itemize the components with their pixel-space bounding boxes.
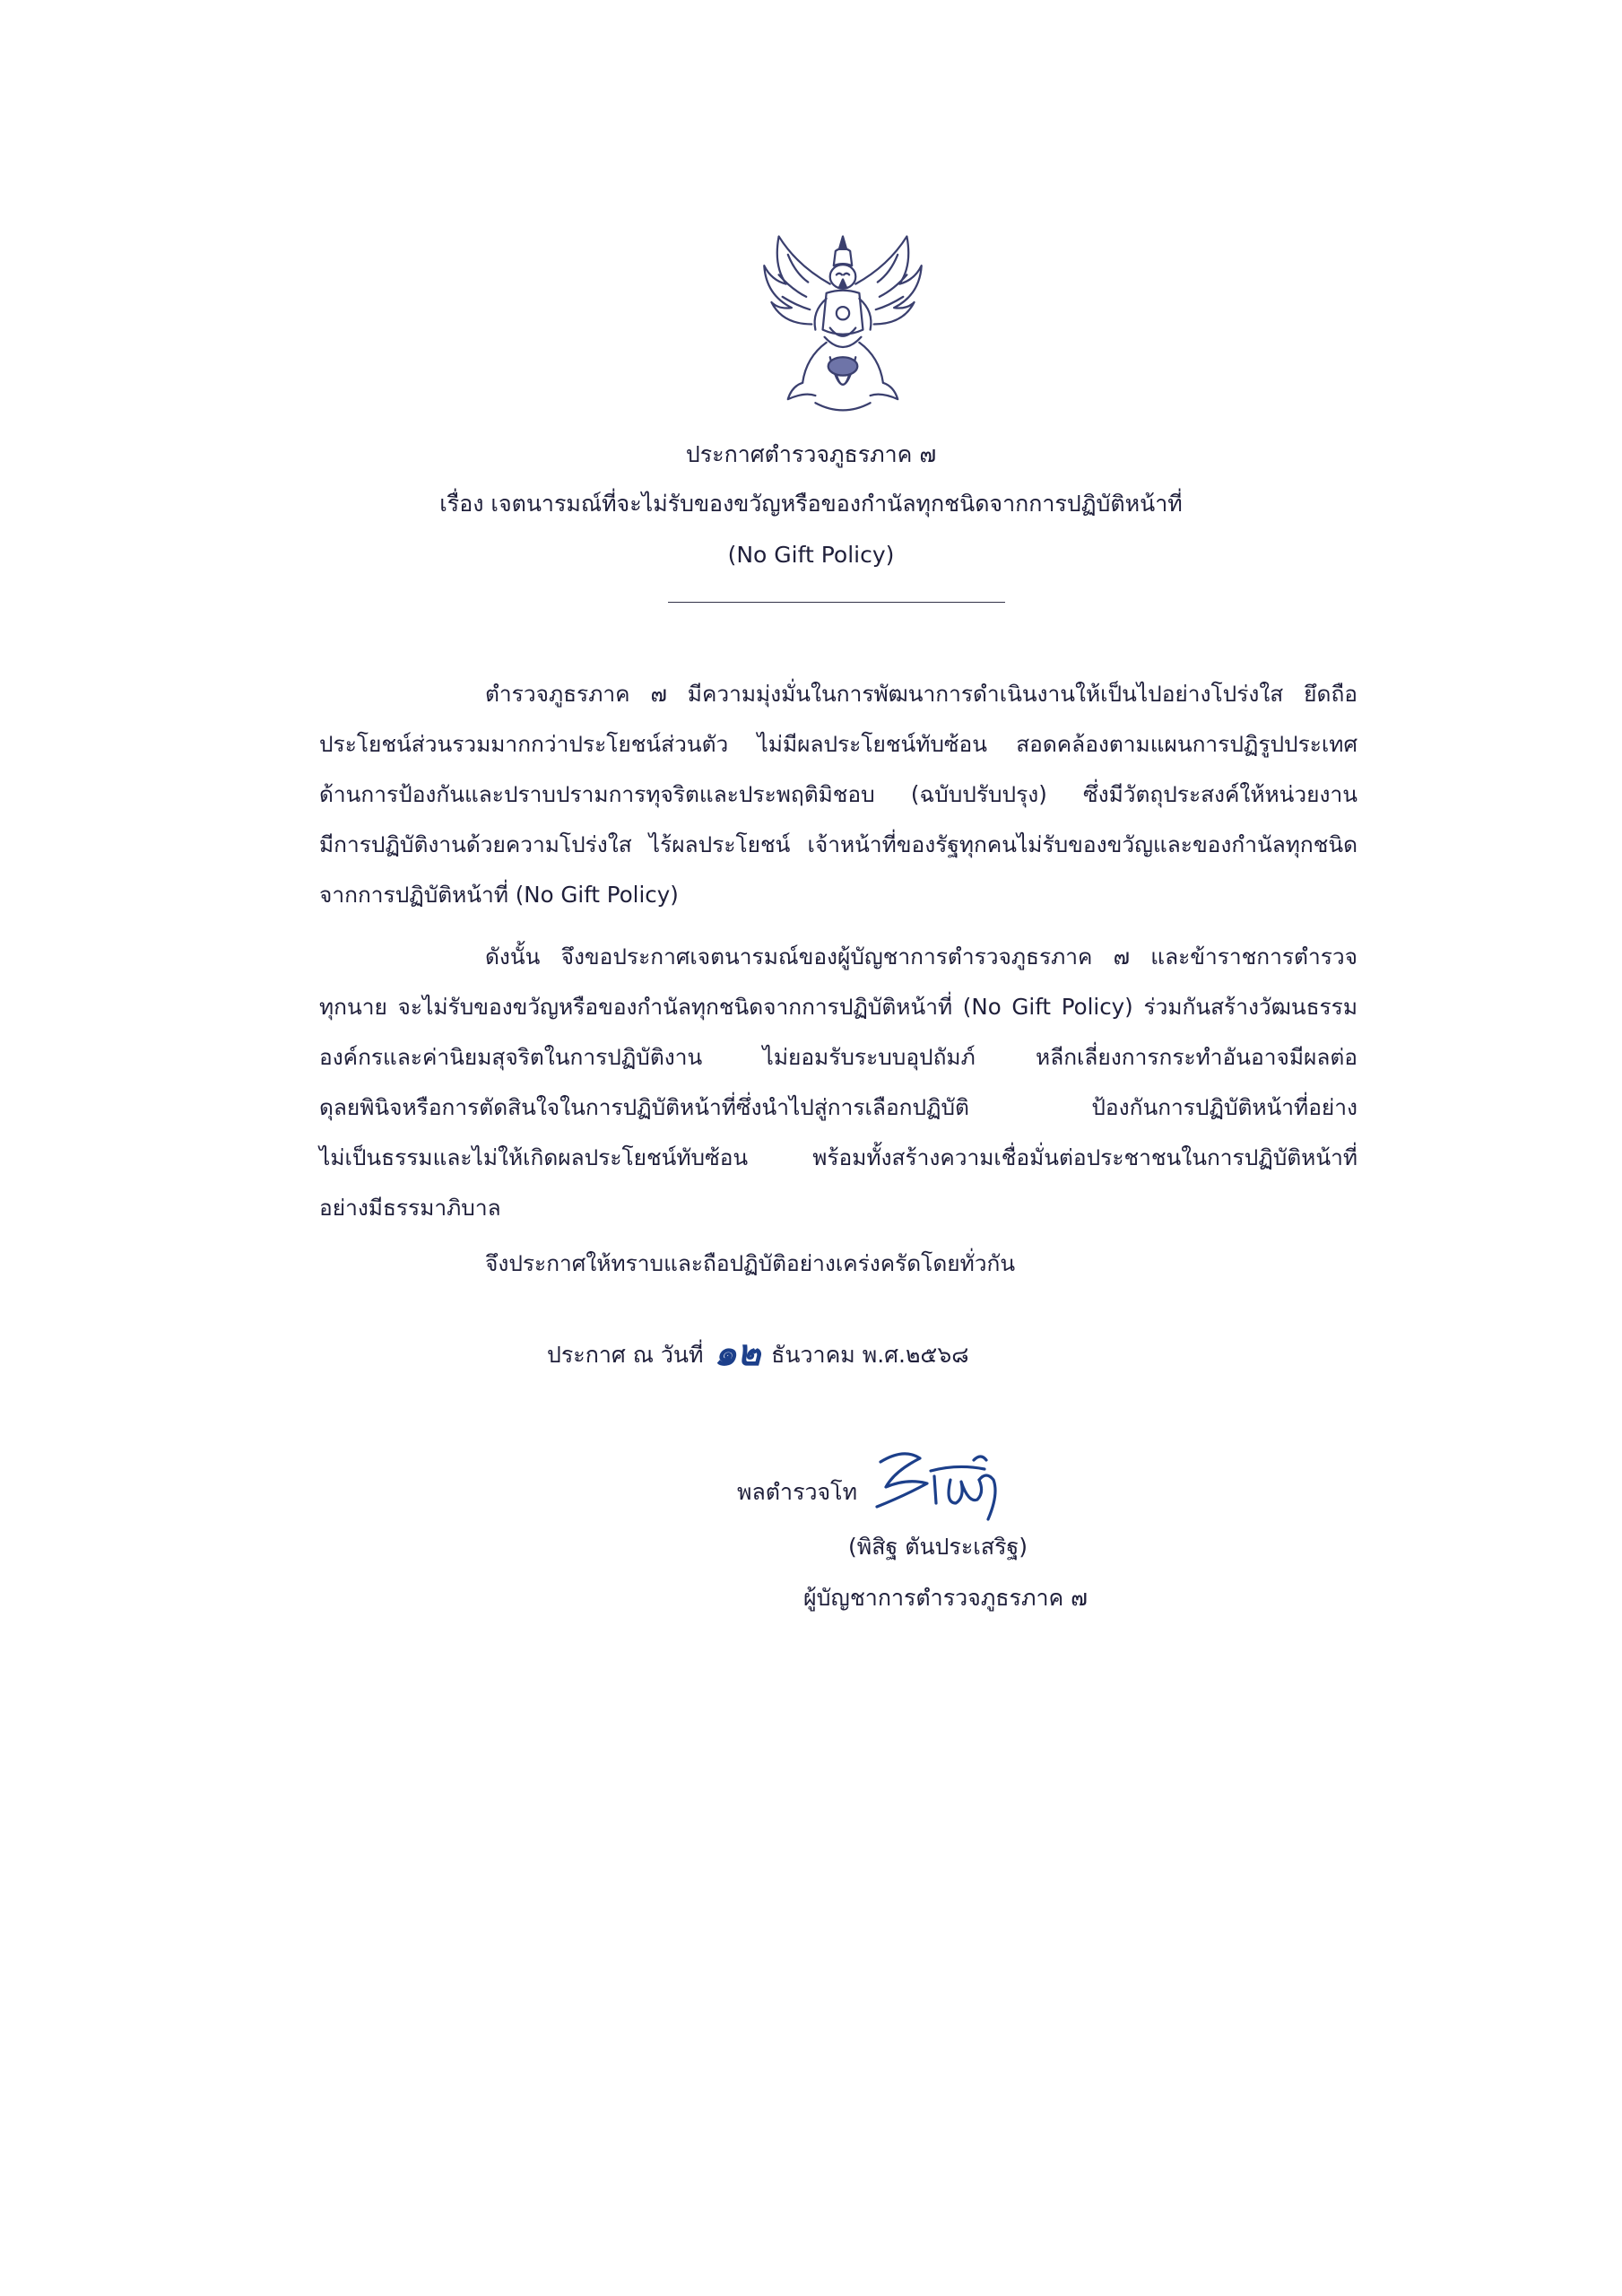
paragraph-2-line-5: ไม่เป็นธรรมและไม่ให้เกิดผลประโยชน์ทับซ้อน พร้อมทั้งสร้างความเชื่อมั่นต่อประชาชนในการปฏิบัติหน้าที่	[319, 1144, 1357, 1170]
handwritten-signature-icon	[868, 1444, 1020, 1525]
notice-subject-english: (No Gift Policy)	[727, 542, 895, 568]
paragraph-2-line-4: ดุลยพินิจหรือการตัดสินใจในการปฏิบัติหน้าที่ซึ่งนำไปสู่การเลือกปฏิบัติ ป้องกันการปฏิบัติหน้าที่อย่าง	[319, 1094, 1357, 1120]
announcement-date	[547, 1332, 969, 1374]
signer-name: (พิสิฐ ตันประเสริฐ)	[848, 1534, 1028, 1560]
title-divider	[668, 602, 1005, 603]
signer-rank: พลตำรวจโท	[737, 1479, 858, 1505]
signer-position: ผู้บัญชาการตำรวจภูธรภาค ๗	[803, 1585, 1088, 1611]
paragraph-2-line-1: ดังนั้น จึงขอประกาศเจตนารมณ์ของผู้บัญชาการตำรวจภูธรภาค ๗ และข้าราชการตำรวจ	[485, 944, 1357, 970]
date-day-handwritten: ๑๒	[714, 1332, 761, 1374]
closing-statement: จึงประกาศให้ทราบและถือปฏิบัติอย่างเคร่งครัดโดยทั่วกัน	[485, 1250, 1016, 1276]
paragraph-1-line-5: จากการปฏิบัติหน้าที่ (No Gift Policy)	[319, 882, 679, 908]
paragraph-2-line-2: ทุกนาย จะไม่รับของขวัญหรือของกำนัลทุกชนิดจากการปฏิบัติหน้าที่ (No Gift Policy) ร่วมกันสร้างวัฒนธรรม	[319, 994, 1357, 1020]
paragraph-1-line-3: ด้านการป้องกันและปราบปรามการทุจริตและประพฤติมิชอบ (ฉบับปรับปรุง) ซึ่งมีวัตถุประสงค์ให้หน่วยงาน	[319, 781, 1357, 807]
notice-subject: เรื่อง เจตนารมณ์ที่จะไม่รับของขวัญหรือของกำนัลทุกชนิดจากการปฏิบัติหน้าที่	[439, 491, 1183, 517]
garuda-emblem-icon	[751, 229, 934, 422]
date-prefix: ประกาศ ณ วันที่	[547, 1342, 704, 1368]
paragraph-1-line-1: ตำรวจภูธรภาค ๗ มีความมุ่งมั่นในการพัฒนาการดำเนินงานให้เป็นไปอย่างโปร่งใส ยึดถือ	[485, 681, 1357, 707]
paragraph-2-line-6: อย่างมีธรรมาภิบาล	[319, 1195, 501, 1221]
paragraph-1-line-4: มีการปฏิบัติงานด้วยความโปร่งใส ไร้ผลประโยชน์ เจ้าหน้าที่ของรัฐทุกคนไม่รับของขวัญและของกำนัลทุกชนิด	[319, 831, 1357, 857]
paragraph-1-line-2: ประโยชน์ส่วนรวมมากกว่าประโยชน์ส่วนตัว ไม่มีผลประโยชน์ทับซ้อน สอดคล้องตามแผนการปฏิรูปประเทศ	[319, 731, 1357, 757]
paragraph-2-line-3: องค์กรและค่านิยมสุจริตในการปฏิบัติงาน ไม่ยอมรับระบบอุปถัมภ์ หลีกเลี่ยงการกระทำอันอาจมีผลต่อ	[319, 1044, 1357, 1070]
date-suffix: ธันวาคม พ.ศ.๒๕๖๘	[771, 1342, 969, 1368]
notice-title: ประกาศตำรวจภูธรภาค ๗	[685, 441, 937, 467]
